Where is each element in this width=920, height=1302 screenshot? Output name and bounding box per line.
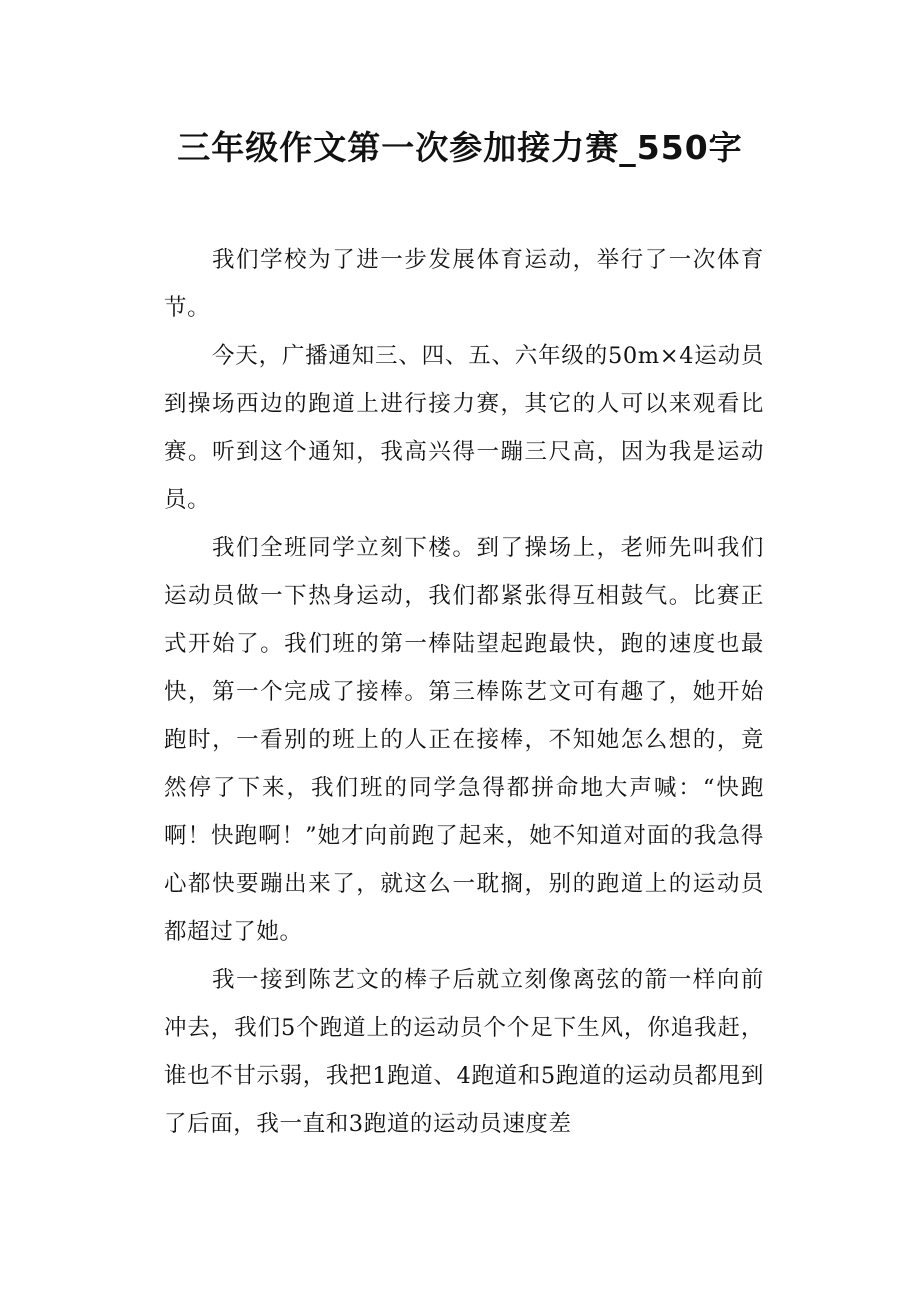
paragraph-4: 我一接到陈艺文的棒子后就立刻像离弦的箭一样向前冲去，我们5个跑道上的运动员个个足下生风，你追我赶，谁也不甘示弱，我把1跑道、4跑道和5跑道的运动员都甩到了后面，我一直和3跑道的运动员速度差 (164, 967, 764, 1137)
document-title: 三年级作文第一次参加接力赛_550字 (177, 128, 743, 167)
paragraph-1: 我们学校为了进一步发展体育运动，举行了一次体育节。 (164, 247, 764, 321)
document-body (164, 236, 764, 1148)
paragraph-2: 今天，广播通知三、四、五、六年级的50m×4运动员到操场西边的跑道上进行接力赛，其它的人可以来观看比赛。听到这个通知，我高兴得一蹦三尺高，因为我是运动员。 (164, 343, 764, 513)
paragraph-3: 我们全班同学立刻下楼。到了操场上，老师先叫我们运动员做一下热身运动，我们都紧张得互相鼓气。比赛正式开始了。我们班的第一棒陆望起跑最快，跑的速度也最快，第一个完成了接棒。第三棒陈艺文可有趣了，她开始跑时，一看别的班上的人正在接棒，不知她怎么想的，竟然停了下来，我们班的同学急得都拼命地大声喊：“快跑啊！快跑啊！”她才向前跑了起来，她不知道对面的我急得心都快要蹦出来了，就这么一耽搁，别的跑道上的运动员都超过了她。 (164, 535, 764, 945)
